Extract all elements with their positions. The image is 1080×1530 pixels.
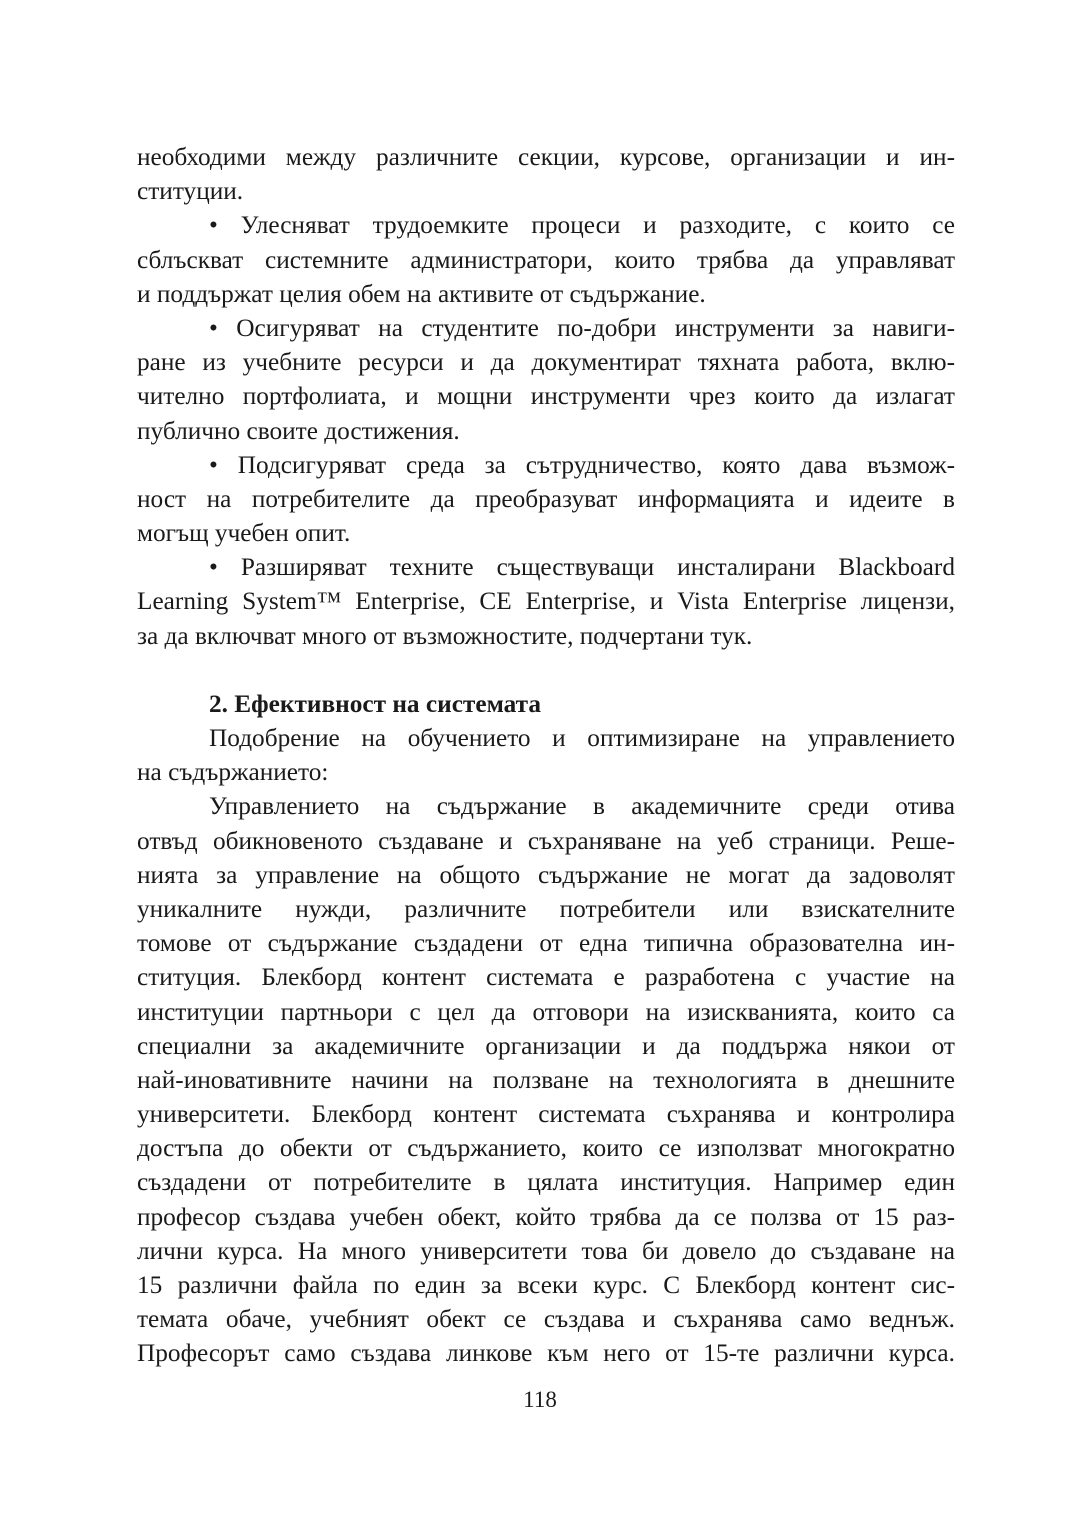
text-line: Learning System™ Enterprise, CE Enterprise, и Vista Enterprise лицензи, — [137, 587, 955, 616]
text-line: необходими между различните секции, курсове, организации и ин- — [137, 143, 955, 171]
intro-paragraph — [137, 721, 955, 789]
page-number: 118 — [523, 1387, 557, 1412]
text-line: сблъскват системните администратори, които трябва да управляват — [137, 245, 955, 274]
text-line: ране из учебните ресурси и да документират тяхната работа, вклю- — [137, 348, 955, 377]
section-spacer — [137, 653, 955, 687]
text-line: професор създава учебен обект, който трябва да се ползва от 15 раз- — [137, 1202, 955, 1231]
section-heading: 2. Ефективност на системата — [209, 689, 542, 718]
text-line: темата обаче, учебният обект се създава и съхранява само веднъж. — [137, 1305, 955, 1334]
text-line: Подобрение на обучението и оптимизиране на управлението — [209, 724, 955, 752]
text-line: Управлението на съдържание в академичните среди отива — [209, 792, 955, 821]
text-line: могъщ учебен опит. — [137, 519, 351, 548]
text-line: и поддържат целия обем на активите от съдържание. — [137, 279, 706, 308]
list-item — [137, 311, 955, 448]
text-line: • Улесняват трудоемките процеси и разходите, с които се — [209, 211, 955, 240]
text-line: най-иновативните начини на ползване на технологията в днешните — [137, 1065, 955, 1094]
text-line: създадени от потребителите в цялата институция. Например един — [137, 1168, 955, 1197]
text-line: ституции. — [137, 177, 244, 206]
text-line: 15 различни файла по един за всеки курс. С Блекборд контент сис- — [137, 1271, 955, 1299]
text-line: за да включват много от възможностите, подчертани тук. — [137, 621, 753, 650]
text-line: лични курса. На много университети това би довело до създаване на — [137, 1236, 955, 1265]
text-line: • Разширяват техните съществуващи инсталирани Blackboard — [209, 553, 955, 582]
text-line: ност на потребителите да преобразуват информацията и идеите в — [137, 484, 955, 513]
text-line: Професорът само създава линкове към него от 15-те различни курса. — [137, 1339, 955, 1368]
list-item — [137, 550, 955, 653]
text-line: специални за академичните организации и да поддържа някои от — [137, 1031, 955, 1060]
text-line: отвъд обикновеното създаване и съхраняване на уеб страници. Реше- — [137, 826, 955, 855]
body-paragraph — [137, 789, 955, 1370]
list-item — [137, 448, 955, 551]
text-line: томове от съдържание създадени от една типична образователна ин- — [137, 929, 955, 958]
text-line: на съдържанието: — [137, 758, 329, 787]
text-line: • Осигуряват на студентите по-добри инструменти за навиги- — [209, 313, 955, 342]
text-line: • Подсигуряват среда за сътрудничество, която дава възмож- — [209, 450, 955, 479]
page-body — [137, 140, 955, 1371]
text-line: институции партньори с цел да отговори на изискванията, които са — [137, 997, 955, 1026]
text-line: университети. Блекборд контент системата съхранява и контролира — [137, 1100, 955, 1129]
list-item — [137, 208, 955, 311]
text-line: чително портфолиата, и мощни инструменти чрез които да излагат — [137, 382, 955, 411]
text-line: уникалните нужди, различните потребители или взискателните — [137, 894, 955, 923]
text-line: ституция. Блекборд контент системата е разработена с участие на — [137, 963, 955, 992]
text-line: достъпа до обекти от съдържанието, които се използват многократно — [137, 1134, 955, 1163]
text-line: публично своите достижения. — [137, 416, 460, 445]
text-line: нията за управление на общото съдържание не могат да задоволят — [137, 860, 955, 889]
list-item-continuation — [137, 140, 955, 208]
